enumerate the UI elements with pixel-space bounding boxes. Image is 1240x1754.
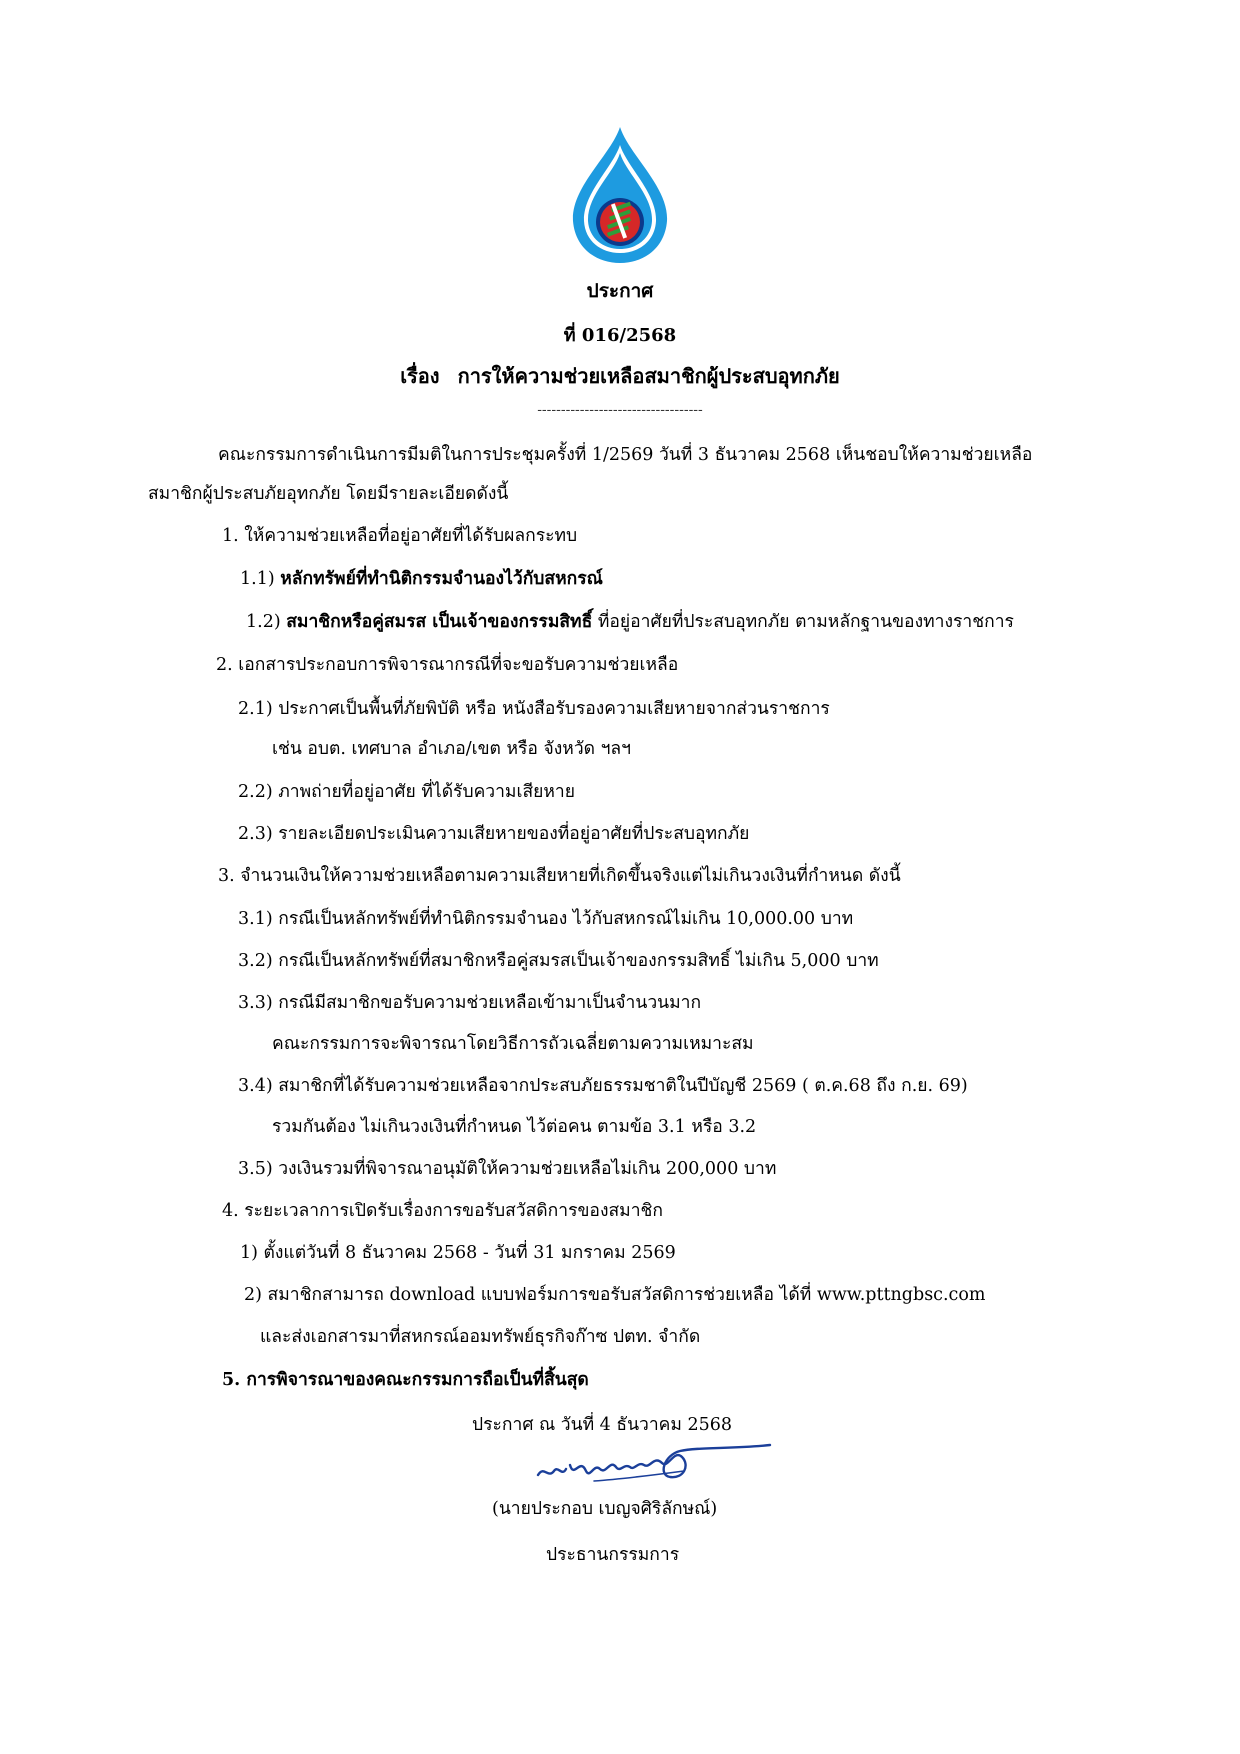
announcement-number: ที่ 016/2568: [563, 325, 677, 346]
item-text: หลักทรัพย์ที่ทำนิติกรรมจำนองไว้กับสหกรณ์: [280, 569, 603, 589]
section-5-heading: 5. การพิจารณาของคณะกรรมการถือเป็นที่สิ้นสุด: [222, 1370, 589, 1390]
divider: -----------------------------------: [537, 402, 703, 418]
subject-label: เรื่อง: [400, 364, 440, 388]
section-2-item-1: 2.1) ประกาศเป็นพื้นที่ภัยพิบัติ หรือ หนังสือรับรองความเสียหายจากส่วนราชการ: [238, 699, 830, 719]
section-1-item-2: [246, 610, 1014, 634]
item-text: ที่อยู่อาศัยที่ประสบอุทกภัย ตามหลักฐานของทางราชการ: [592, 612, 1014, 632]
subject-line: [0, 360, 1240, 392]
section-3-item-3-cont: คณะกรรมการจะพิจารณาโดยวิธีการถัวเฉลี่ยตามความเหมาะสม: [272, 1034, 754, 1054]
section-3-item-3: 3.3) กรณีมีสมาชิกขอรับความช่วยเหลือเข้ามาเป็นจำนวนมาก: [238, 993, 702, 1013]
section-4-heading: 4. ระยะเวลาการเปิดรับเรื่องการขอรับสวัสดิการของสมาชิก: [222, 1201, 664, 1221]
section-2-heading: 2. เอกสารประกอบการพิจารณากรณีที่จะขอรับความช่วยเหลือ: [216, 655, 679, 675]
section-3-item-4: 3.4) สมาชิกที่ได้รับความช่วยเหลือจากประสบภัยธรรมชาติในปีบัญชี 2569 ( ต.ค.68 ถึง ก.ย. 69): [238, 1076, 968, 1096]
announce-date: ประกาศ ณ วันที่ 4 ธันวาคม 2568: [472, 1415, 733, 1435]
item-bold-text: สมาชิกหรือคู่สมรส เป็นเจ้าของกรรมสิทธิ์: [286, 612, 593, 632]
section-1-item-1: [240, 567, 603, 591]
intro-paragraph-line2: สมาชิกผู้ประสบภัยอุทกภัย โดยมีรายละเอียดดังนี้: [148, 484, 509, 504]
section-2-item-1-cont: เช่น อบต. เทศบาล อำเภอ/เขต หรือ จังหวัด ฯลฯ: [272, 739, 631, 759]
section-1-heading: 1. ให้ความช่วยเหลือที่อยู่อาศัยที่ได้รับผลกระทบ: [222, 526, 578, 546]
section-4-item-1: 1) ตั้งแต่วันที่ 8 ธันวาคม 2568 - วันที่ 31 มกราคม 2569: [240, 1243, 676, 1263]
water-drop-logo-icon: [569, 125, 671, 265]
subject-text: การให้ความช่วยเหลือสมาชิกผู้ประสบอุทกภัย: [457, 364, 840, 388]
section-3-heading: 3. จำนวนเงินให้ความช่วยเหลือตามความเสียหายที่เกิดขึ้นจริงแต่ไม่เกินวงเงินที่กำหนด ดังนี้: [218, 866, 901, 886]
signer-title: ประธานกรรมการ: [546, 1545, 680, 1565]
section-4-item-2: 2) สมาชิกสามารถ download แบบฟอร์มการขอรับสวัสดิการช่วยเหลือ ได้ที่ www.pttngbsc.com: [244, 1285, 986, 1305]
document-title: ประกาศ: [586, 280, 654, 302]
section-4-item-2-cont: และส่งเอกสารมาที่สหกรณ์ออมทรัพย์ธุรกิจก๊าซ ปตท. จำกัด: [260, 1327, 701, 1347]
item-number: 1.1): [240, 569, 275, 589]
section-2-item-2: 2.2) ภาพถ่ายที่อยู่อาศัย ที่ได้รับความเสียหาย: [238, 782, 575, 802]
section-3-item-1: 3.1) กรณีเป็นหลักทรัพย์ที่ทำนิติกรรมจำนอง ไว้กับสหกรณ์ไม่เกิน 10,000.00 บาท: [238, 909, 854, 929]
intro-paragraph-line1: คณะกรรมการดำเนินการมีมติในการประชุมครั้งที่ 1/2569 วันที่ 3 ธันวาคม 2568 เห็นชอบให้ความช่วยเหลือ: [218, 445, 1033, 465]
section-3-item-5: 3.5) วงเงินรวมที่พิจารณาอนุมัติให้ความช่วยเหลือไม่เกิน 200,000 บาท: [238, 1159, 777, 1179]
section-2-item-3: 2.3) รายละเอียดประเมินความเสียหายของที่อยู่อาศัยที่ประสบอุทกภัย: [238, 824, 750, 844]
signer-name: (นายประกอบ เบญจศิริลักษณ์): [492, 1499, 718, 1519]
signature-image: [534, 1435, 774, 1491]
item-number: 1.2): [246, 612, 281, 632]
section-3-item-2: 3.2) กรณีเป็นหลักทรัพย์ที่สมาชิกหรือคู่สมรสเป็นเจ้าของกรรมสิทธิ์ ไม่เกิน 5,000 บาท: [238, 951, 879, 971]
section-3-item-4-cont: รวมกันต้อง ไม่เกินวงเงินที่กำหนด ไว้ต่อคน ตามข้อ 3.1 หรือ 3.2: [272, 1117, 757, 1137]
